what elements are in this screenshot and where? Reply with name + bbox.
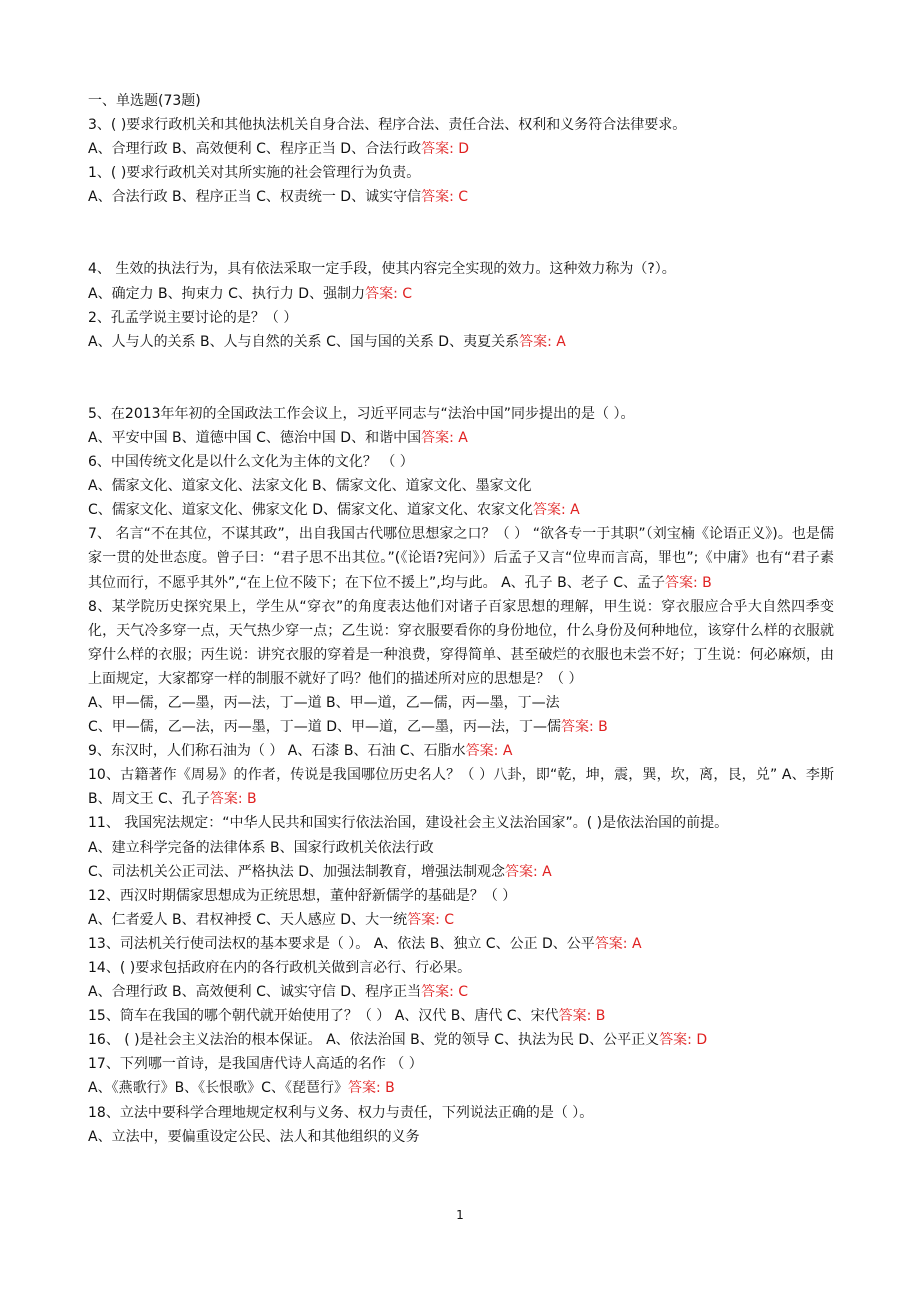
question-text-line (88, 1004, 834, 1028)
question-text-line (88, 1052, 834, 1076)
question-text: A、儒家文化、道家文化、法家文化 B、儒家文化、道家文化、墨家文化 (88, 478, 532, 495)
question-q11 (88, 811, 834, 883)
answer-label: 答案: A (465, 743, 513, 760)
answer-label: 答案: B (209, 791, 257, 808)
question-text-line (88, 956, 834, 980)
question-text-line (88, 1125, 834, 1149)
question-text-line (88, 908, 834, 932)
question-q4 (88, 257, 834, 305)
question-q5 (88, 402, 834, 450)
question-q10 (88, 763, 834, 811)
question-q2 (88, 306, 834, 354)
question-text-line (88, 595, 834, 691)
question-text: 14、( )要求包括政府在内的各行政机关做到言必行、行必果。 (88, 960, 472, 976)
question-text: A、合法行政 B、程序正当 C、权责统一 D、诚实守信 (88, 189, 422, 206)
question-q18 (88, 1101, 834, 1149)
question-text: 2、孔孟学说主要讨论的是？（ ） (88, 309, 298, 326)
answer-label: 答案: B (347, 1080, 395, 1097)
answer-label: 答案: C (365, 285, 413, 302)
question-text: A、甲—儒，乙—墨，丙—法，丁—道 B、甲—道，乙—儒，丙—墨，丁—法 (88, 694, 560, 711)
answer-label: 答案: A (421, 429, 468, 446)
question-list (88, 113, 834, 1149)
question-q14 (88, 956, 834, 1004)
question-text-line (88, 137, 834, 161)
question-q8 (88, 595, 834, 691)
page-number: 1 (456, 1208, 464, 1222)
question-text-line (88, 811, 834, 835)
question-text-line (88, 402, 834, 426)
question-text: A、建立科学完备的法律体系 B、国家行政机关依法行政 (88, 839, 434, 856)
question-text: 8、某学院历史探究果上，学生从“穿衣”的角度表达他们对诸子百家思想的理解，甲生说：穿衣服应合乎大自然四季变化，天气冷多穿一点，天气热少穿一点；乙生说：穿衣服要看你的身份地位，什么身份及何种地位，该穿什么样的衣服就穿什么样的衣服；丙生说：讲究衣服的穿着是一种浪费，穿得简单、甚至破烂的衣服也未尝不好；丁生说：何必麻烦，由上面规定，大家都穿一样的制服不就好了吗？他们的描述所对应的思想是？（ ） (88, 598, 834, 687)
question-text-line (88, 498, 834, 522)
question-text: A、合理行政 B、高效便利 C、诚实守信 D、程序正当 (88, 984, 422, 1001)
question-text: 10、古籍著作《周易》的作者，传说是我国哪位历史名人？（ ）八卦，即“乾，坤，震，巽，坎，离，艮，兑” A、李斯 B、周文王 C、孔子 (88, 767, 834, 808)
answer-label: 答案: A (594, 935, 642, 952)
question-text: C、司法机关公正司法、严格执法 D、加强法制教育，增强法制观念 (88, 863, 506, 880)
question-text: 9、东汉时，人们称石油为（ ） A、石漆 B、石油 C、石脂水 (88, 743, 466, 760)
question-text: 18、立法中要科学合理地规定权利与义务、权力与责任，下列说法正确的是（ ）。 (88, 1104, 594, 1121)
question-text-line (88, 884, 834, 908)
question-q12 (88, 884, 834, 932)
question-text: 16、 ( )是社会主义法治的根本保证。 A、依法治国 B、党的领导 C、执法为民 D、公平正义 (88, 1032, 660, 1049)
answer-label: 答案: C (421, 984, 469, 1001)
answer-label: 答案: B (664, 574, 712, 591)
question-text-line (88, 739, 834, 763)
question-text-line (88, 113, 834, 137)
question-text: 6、中国传统文化是以什么文化为主体的文化？ （ ） (88, 454, 414, 471)
question-text-line (88, 426, 834, 450)
question-q17 (88, 1052, 834, 1100)
question-text: C、儒家文化、道家文化、佛家文化 D、儒家文化、道家文化、农家文化 (88, 502, 534, 519)
question-text-line (88, 330, 834, 354)
question-text: C、甲—儒，乙—法，丙—墨，丁—道 D、甲—道，乙—墨，丙—法，丁—儒 (88, 719, 562, 736)
question-q7 (88, 522, 834, 594)
blank-spacer (88, 354, 834, 402)
question-q8-options (88, 691, 834, 739)
question-text: 15、筒车在我国的哪个朝代就开始使用了？（ ） A、汉代 B、唐代 C、宋代 (88, 1008, 559, 1025)
question-text-line (88, 980, 834, 1004)
question-text-line (88, 161, 834, 185)
question-text-line (88, 450, 834, 474)
question-text-line (88, 474, 834, 498)
question-text: A、人与人的关系 B、人与自然的关系 C、国与国的关系 D、夷夏关系 (88, 333, 520, 350)
answer-label: 答案: A (519, 333, 566, 350)
question-text-line (88, 932, 834, 956)
answer-label: 答案: B (558, 1008, 606, 1025)
answer-label: 答案: B (561, 719, 608, 736)
question-q9 (88, 739, 834, 763)
question-q6 (88, 450, 834, 522)
question-text-line (88, 282, 834, 306)
question-text-line (88, 306, 834, 330)
question-text: 1、( )要求行政机关对其所实施的社会管理行为负责。 (88, 165, 421, 182)
question-text: 4、 生效的执法行为，具有依法采取一定手段，使其内容完全实现的效力。这种效力称为（?）。 (88, 261, 676, 278)
question-text-line (88, 1101, 834, 1125)
question-text-line (88, 691, 834, 715)
answer-label: 答案: D (421, 141, 470, 158)
answer-label: 答案: D (659, 1032, 708, 1049)
question-text: A、《燕歌行》B、《长恨歌》C、《琵琶行》 (88, 1080, 348, 1097)
question-text: A、平安中国 B、道德中国 C、德治中国 D、和谐中国 (88, 429, 422, 446)
question-text-line (88, 185, 834, 209)
question-text-line (88, 522, 834, 594)
question-text: 17、下列哪一首诗，是我国唐代诗人高适的名作 （ ） (88, 1056, 423, 1073)
answer-label: 答案: A (505, 863, 552, 880)
document-page (88, 89, 834, 1149)
question-text-line (88, 836, 834, 860)
question-q16 (88, 1028, 834, 1052)
answer-label: 答案: A (533, 502, 580, 519)
question-text: A、仁者爱人 B、君权神授 C、天人感应 D、大一统 (88, 911, 408, 928)
question-text: A、立法中，要偏重设定公民、法人和其他组织的义务 (88, 1128, 420, 1145)
question-q15 (88, 1004, 834, 1028)
question-text-line (88, 715, 834, 739)
question-text-line (88, 1028, 834, 1052)
question-q3 (88, 113, 834, 161)
question-q1 (88, 161, 834, 209)
question-q13 (88, 932, 834, 956)
question-text-line (88, 257, 834, 281)
question-text-line (88, 763, 834, 811)
question-text: 11、 我国宪法规定：“中华人民共和国实行依法治国，建设社会主义法治国家”。( )是依法治国的前提。 (88, 815, 729, 832)
section-title: 一、单选题(73题) (88, 93, 201, 109)
question-text-line (88, 860, 834, 884)
question-text-line (88, 1076, 834, 1100)
question-text: 3、( )要求行政机关和其他执法机关自身合法、程序合法、责任合法、权利和义务符合法律要求。 (88, 117, 687, 134)
question-text: 12、西汉时期儒家思想成为正统思想，董仲舒新儒学的基础是？（ ） (88, 887, 517, 904)
question-text: 7、 名言“不在其位，不谋其政”，出自我国古代哪位思想家之口？（ ） “欲各专一于其职”（刘宝楠《论语正义》)。也是儒家一贯的处世态度。曾子曰：“君子思不出其位。”(《论语?宪问》）后孟子又言“位卑而言高，罪也”;《中庸》也有“君子素其位而行，不愿乎其外”,“在上位不陵下；在下位不援上”,均与此。 A、孔子 B、老子 C、孟子 (88, 526, 834, 591)
answer-label: 答案: C (421, 189, 469, 206)
question-text: A、确定力 B、拘束力 C、执行力 D、强制力 (88, 285, 366, 302)
question-text: 13、司法机关行使司法权的基本要求是（ ）。 A、依法 B、独立 C、公正 D、公平 (88, 935, 595, 952)
answer-label: 答案: C (407, 911, 455, 928)
question-text: 5、在2013年年初的全国政法工作会议上，习近平同志与“法治中国”同步提出的是（ ）。 (88, 405, 635, 422)
question-text: A、合理行政 B、高效便利 C、程序正当 D、合法行政 (88, 141, 422, 158)
blank-spacer (88, 209, 834, 257)
